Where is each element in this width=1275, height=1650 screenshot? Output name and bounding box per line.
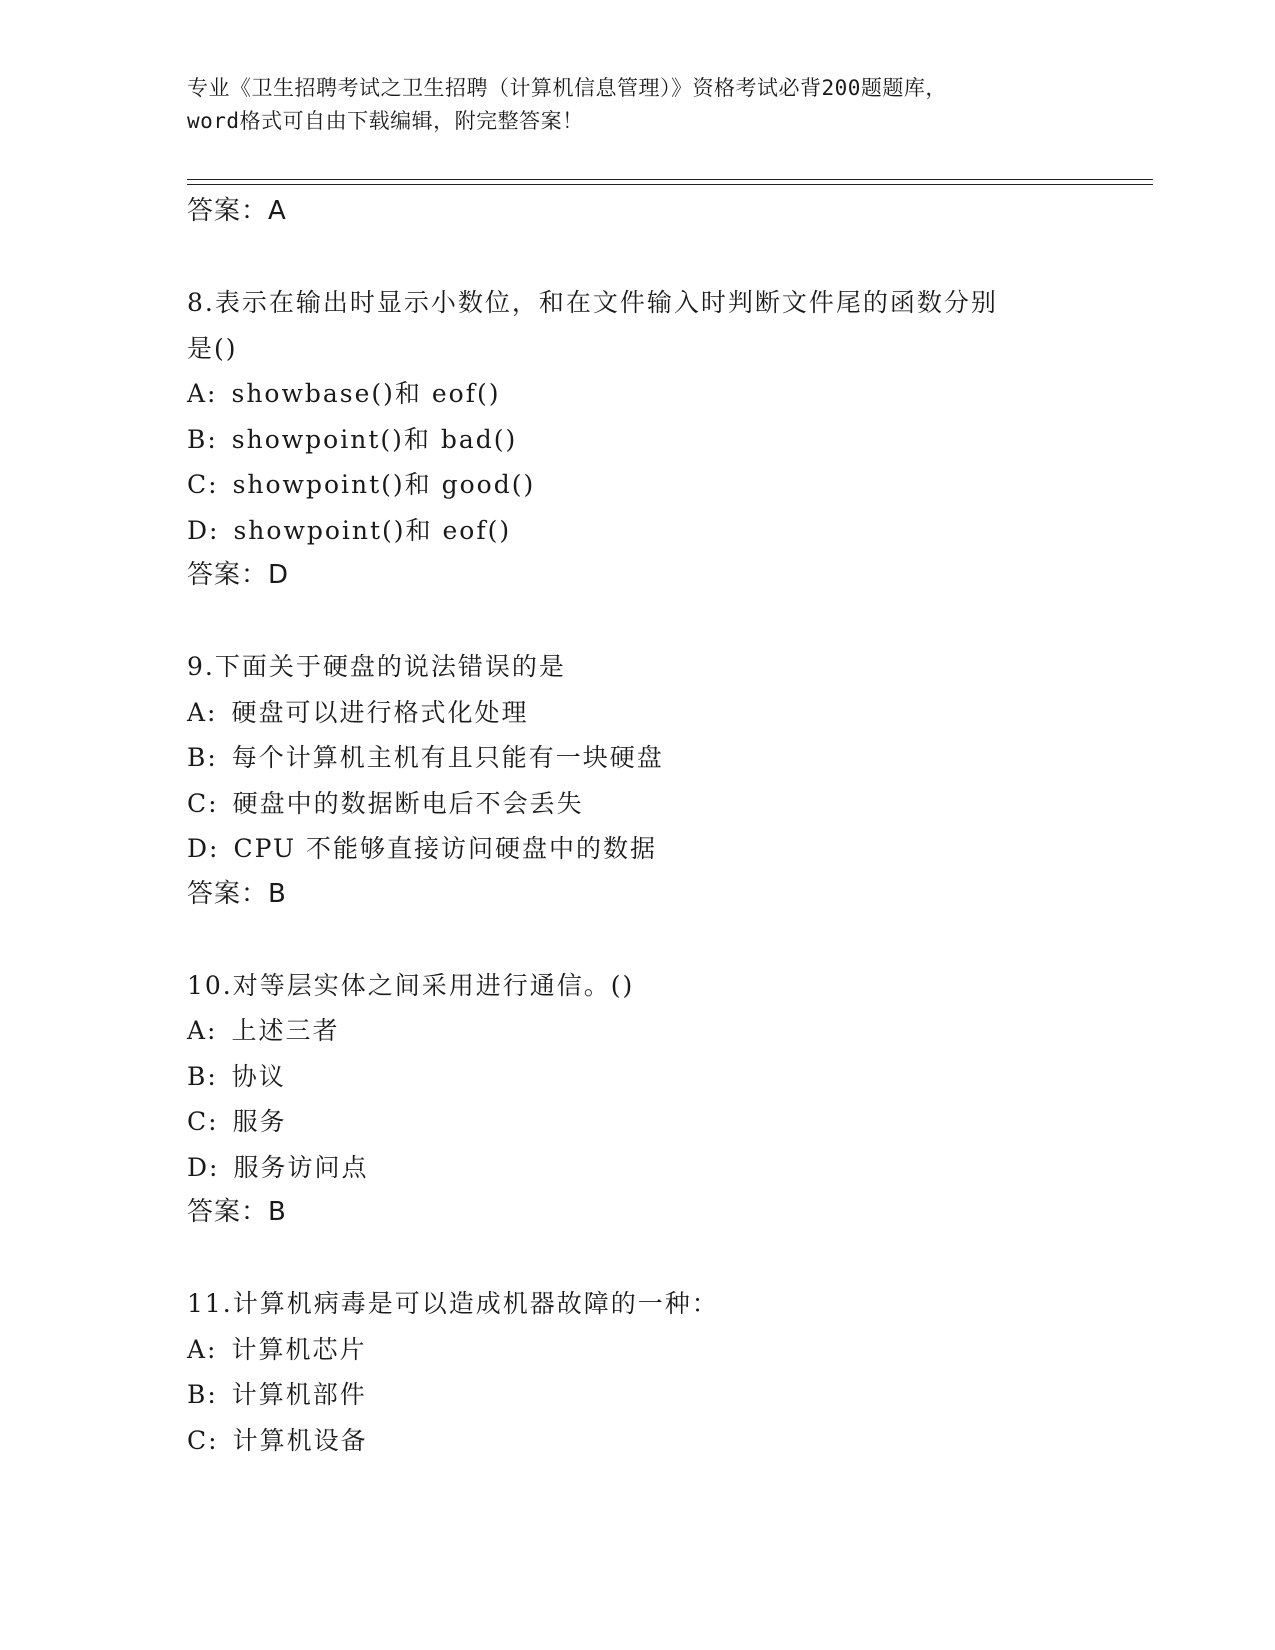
option-label: C:: [187, 1107, 219, 1136]
header-line-2: word格式可自由下载编辑，附完整答案！: [187, 109, 584, 133]
option-a: [187, 371, 1087, 417]
option-text: CPU 不能够直接访问硬盘中的数据: [233, 834, 657, 863]
document-header: [187, 72, 1087, 138]
option-text: 服务: [232, 1107, 287, 1136]
option-b: [187, 735, 1087, 781]
option-d: [187, 826, 1087, 872]
header-divider-top: [187, 179, 1153, 180]
option-label: D:: [187, 834, 220, 863]
option-b: [187, 1372, 1087, 1418]
option-label: B:: [187, 424, 218, 454]
question-stem: 9.下面关于硬盘的说法错误的是: [187, 652, 566, 681]
question-block: [187, 963, 1087, 1236]
option-c: [187, 781, 1087, 827]
option-label: C:: [187, 470, 219, 499]
option-text: showpoint()和 bad(): [231, 424, 518, 454]
spacer: [187, 599, 1087, 645]
option-label: B:: [187, 743, 218, 772]
option-label: A:: [187, 379, 218, 408]
option-c: [187, 1418, 1087, 1464]
option-text: 服务访问点: [233, 1152, 369, 1182]
option-text: showpoint()和 good(): [232, 470, 536, 499]
option-text: showpoint()和 eof(): [233, 515, 512, 545]
option-label: C:: [187, 788, 219, 818]
option-b: [187, 1054, 1087, 1100]
question-stem-continued: 是(): [187, 333, 238, 363]
option-a: [187, 1008, 1087, 1054]
question-block: [187, 1281, 1087, 1463]
option-label: B:: [187, 1380, 218, 1409]
question-block: [187, 644, 1087, 917]
option-text: 协议: [231, 1061, 286, 1091]
option-a: [187, 1327, 1087, 1373]
option-label: D:: [187, 1152, 220, 1182]
option-text: 每个计算机主机有且只能有一块硬盘: [231, 743, 664, 772]
option-d: [187, 508, 1087, 554]
option-text: 硬盘可以进行格式化处理: [231, 697, 529, 727]
document-body: [187, 189, 1087, 1463]
option-label: B:: [187, 1061, 218, 1091]
previous-answer: 答案：A: [187, 196, 287, 226]
question-stem: 8.表示在输出时显示小数位，和在文件输入时判断文件尾的函数分别: [187, 288, 998, 317]
option-text: 上述三者: [231, 1016, 340, 1045]
option-text: 计算机芯片: [231, 1334, 367, 1364]
option-label: D:: [187, 515, 220, 545]
option-text: 计算机部件: [231, 1380, 367, 1409]
option-text: 硬盘中的数据断电后不会丢失: [232, 788, 584, 818]
answer-line: 答案：B: [187, 1197, 287, 1227]
question-stem: 10.对等层实体之间采用进行通信。(): [187, 970, 635, 1000]
option-label: A:: [187, 697, 218, 727]
option-b: [187, 417, 1087, 463]
header-line-1: 专业《卫生招聘考试之卫生招聘（计算机信息管理）》资格考试必背200题题库，: [187, 76, 947, 100]
spacer: [187, 917, 1087, 963]
option-c: [187, 1099, 1087, 1145]
option-label: A:: [187, 1334, 218, 1364]
option-d: [187, 1145, 1087, 1191]
option-label: A:: [187, 1016, 218, 1045]
spacer: [187, 235, 1087, 281]
answer-line: 答案：D: [187, 560, 290, 590]
option-label: C:: [187, 1425, 219, 1455]
answer-line: 答案：B: [187, 878, 287, 909]
question-stem: 11.计算机病毒是可以造成机器故障的一种：: [187, 1289, 719, 1318]
option-text: showbase()和 eof(): [231, 379, 501, 408]
option-text: 计算机设备: [232, 1425, 368, 1455]
option-a: [187, 690, 1087, 736]
option-c: [187, 462, 1087, 508]
header-divider-bottom: [187, 184, 1153, 185]
spacer: [187, 1236, 1087, 1282]
question-block: [187, 280, 1087, 599]
